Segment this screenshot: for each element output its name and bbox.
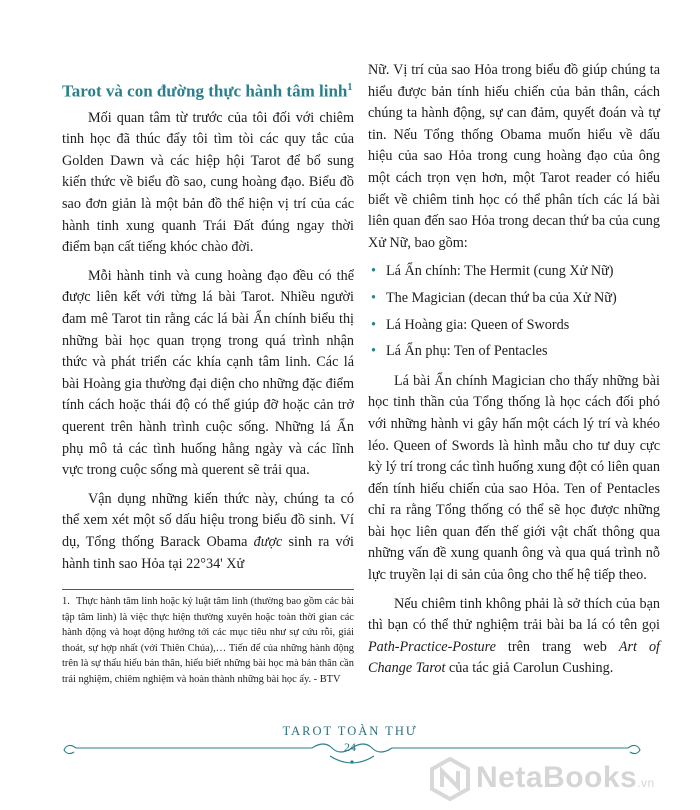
bullet-icon: • <box>371 316 376 333</box>
footnote-divider <box>62 589 354 590</box>
footnote <box>62 594 354 687</box>
card-list <box>368 261 660 362</box>
paragraph-mars-position: Nữ. Vị trí của sao Hỏa trong biểu đồ giúp chúng ta hiểu được bản tính hiếu chiến của bản thân, cách chúng ta hành động, sự can đảm, quyết đoán và tự tin. Nếu Tổng thống Obama muốn hiểu về dấu hiệu của sao Hỏa trong cung hoàng đạo của ông một cách trọn vẹn hơn, một Tarot reader có hiểu biết về chiêm tinh học có thể phân tích các lá bài liên quan đến sao Hỏa trong decan thứ ba của cung Xử Nữ, bao gồm: <box>368 62 660 251</box>
emphasis-text: được <box>253 533 283 550</box>
paragraph-astrology-intro: Mối quan tâm từ trước của tôi đối với chiêm tinh học đã thúc đẩy tôi tìm tòi các quy tắc của Golden Dawn và các hiệp hội Tarot để bổ sung kiến thức về biểu đồ sao, cung hoàng đạo. Biểu đồ sao đơn giản là một bản đồ thể hiện vị trí của các hành tinh xung quanh Trái Đất đúng ngay thời điểm bạn cất tiếng khóc chào đời. <box>62 109 354 256</box>
paragraph-text: Nếu chiêm tinh không phải là sở thích của bạn thì bạn có thể thử nghiệm trải bài ba lá có tên gọi <box>368 595 660 634</box>
paragraph-alternative-spread <box>368 594 660 680</box>
page-number: 24 <box>344 740 356 754</box>
left-column <box>62 60 354 582</box>
footnote-number: 1. <box>62 596 70 607</box>
footnote-marker: 1 <box>347 82 353 93</box>
bullet-icon: • <box>371 263 376 280</box>
running-title: TAROT TOÀN THƯ <box>282 724 418 738</box>
watermark-brand: NetaBooks <box>476 761 638 794</box>
list-item-text: Lá Ẩn phụ: Ten of Pentacles <box>386 343 548 360</box>
paragraph-text: sinh ra với hành tinh sao Hỏa tại 22°34' Xử <box>62 533 354 572</box>
section-heading-text: Tarot và con đường thực hành tâm linh <box>62 81 348 101</box>
paragraph-tarot-cards: Mỗi hành tinh và cung hoàng đạo đều có thể được liên kết với từng lá bài Tarot. Nhiều người đam mê Tarot tin rằng các lá bài Ẩn chính biểu thị những bài học quan trọng trong quá trình nhận thức và phát triển các khía cạnh tâm linh. Các lá bài Hoàng gia thường đại diện cho những đặc điểm tính cách hoặc thái độ có thể giúp đỡ hoặc cản trở querent trên hành trình cuộc sống. Những lá Ẩn phụ mô tả các tình huống hằng ngày và các lĩnh vực trong cuộc sống mà querent sẽ trải qua. <box>62 267 354 479</box>
watermark-suffix: .vn <box>637 776 655 790</box>
emphasis-text: Path-Practice-Posture <box>368 638 496 655</box>
list-item <box>368 341 660 363</box>
paragraph-text: Vận dụng những kiến thức này, chúng ta có thể xem xét một số dấu hiệu trong biểu đồ sinh. Ví dụ, Tổng thống Barack Obama <box>62 490 354 550</box>
paragraph-obama-example <box>62 489 354 575</box>
section-heading <box>62 77 354 102</box>
watermark-text <box>476 761 655 795</box>
list-item-text: The Magician (decan thứ ba của Xử Nữ) <box>386 289 617 306</box>
list-item <box>368 261 660 283</box>
list-item-text: Lá Ẩn chính: The Hermit (cung Xử Nữ) <box>386 263 614 280</box>
list-item <box>368 288 660 310</box>
paragraph-text: trên trang web <box>495 638 619 655</box>
bullet-icon: • <box>371 289 376 306</box>
watermark <box>428 755 696 805</box>
list-item-text: Lá Hoàng gia: Queen of Swords <box>386 316 570 333</box>
emphasis-text: Art of Change Tarot <box>368 638 660 677</box>
paragraph-card-meanings: Lá bài Ẩn chính Magician cho thấy những bài học tinh thần của Tổng thống là học cách đối phó với những hành vi gây hấn một cách lý trí và khéo léo. Queen of Swords là hình mẫu cho tư duy cực kỳ lý trí trong các tình huống xung đột có liên quan đến tính hiếu chiến của sao Hỏa. Ten of Pentacles chỉ ra rằng Tổng thống có thể sẽ học được những bài học liên quan đến thế giới vật chất thông qua những vấn đề xung quanh ông và qua quá trình nỗ lực truyền lại di sản của ông cho thế hệ tiếp theo. <box>368 372 660 584</box>
footnote-text: Thực hành tâm linh hoặc kỷ luật tâm linh (thường bao gồm các bài tập tâm linh) là việc thực hiện thường xuyên hoặc toàn thời gian các hành động và hoạt động hướng tới các mục tiêu như sự cứu rỗi, giải thoát, sự hợp nhất (với Thiên Chúa),… Tiến để của những hành động trên là sự thấu hiểu bản thân, hiểu biết những bài học mà bản thân cần trải nghiệm, chiêm nghiệm và hoàn thành những bài học ấy. - BTV <box>62 596 354 685</box>
paragraph-text: của tác giả Carolun Cushing. <box>445 660 614 677</box>
bullet-icon: • <box>371 343 376 360</box>
netabooks-logo-icon <box>428 757 472 801</box>
right-column <box>368 60 660 687</box>
list-item <box>368 315 660 337</box>
